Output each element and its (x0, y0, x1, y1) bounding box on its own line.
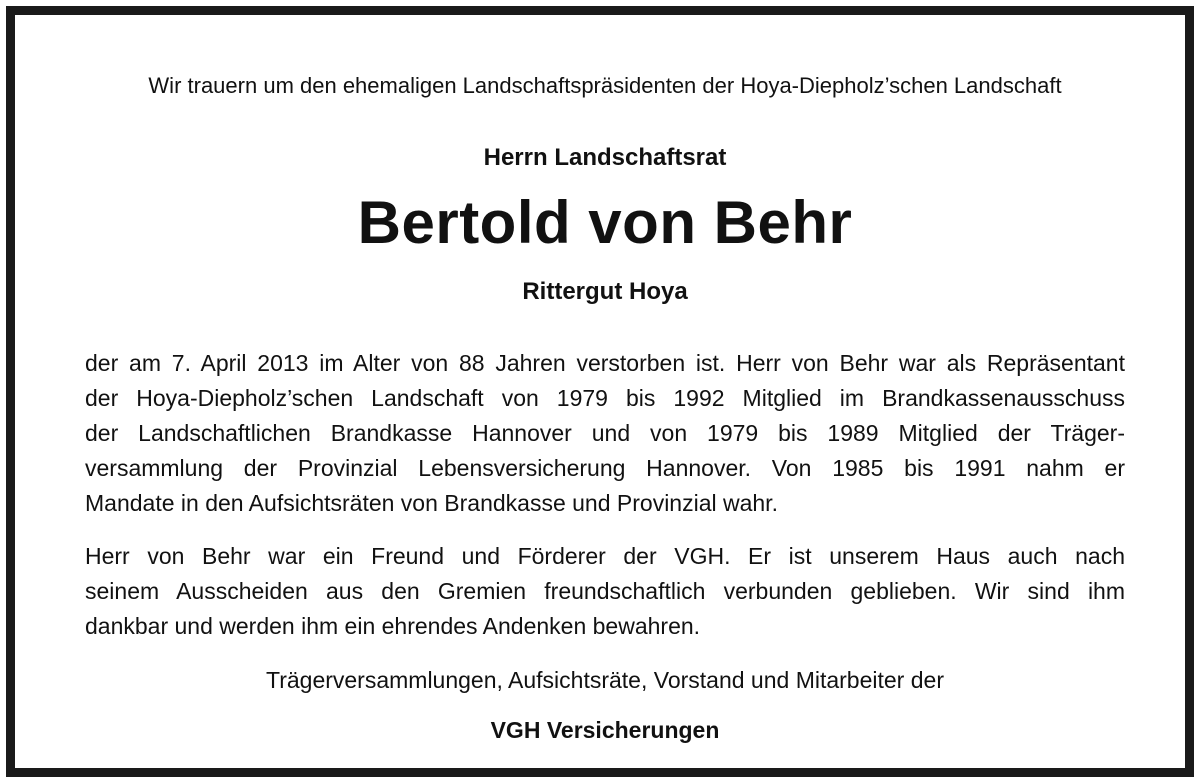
paragraph-line: der am 7. April 2013 im Alter von 88 Jahren verstorben ist. Herr von Behr war als Repräsentant (85, 350, 1125, 376)
company-name: VGH Versicherungen (490, 717, 720, 743)
obituary-frame (6, 6, 1194, 777)
estate-name: Rittergut Hoya (522, 278, 688, 305)
honorific-title: Herrn Landschaftsrat (483, 144, 727, 171)
paragraph-line: Herr von Behr war ein Freund und Förderer der VGH. Er ist unserem Haus auch nach (85, 543, 1125, 569)
deceased-name: Bertold von Behr (357, 189, 853, 256)
biography-paragraph (85, 346, 1125, 521)
paragraph-line: Mandate in den Aufsichtsräten von Brandkasse und Provinzial wahr. (85, 490, 778, 516)
signoff-line: Trägerversammlungen, Aufsichtsräte, Vorstand und Mitarbeiter der (266, 667, 944, 693)
paragraph-line: seinem Ausscheiden aus den Gremien freundschaftlich verbunden geblieben. Wir sind ihm (85, 578, 1125, 604)
paragraph-line: versammlung der Provinzial Lebensversicherung Hannover. Von 1985 bis 1991 nahm er (85, 455, 1125, 481)
tribute-paragraph (85, 539, 1125, 644)
paragraph-line: dankbar und werden ihm ein ehrendes Andenken bewahren. (85, 613, 701, 639)
paragraph-line: der Landschaftlichen Brandkasse Hannover und von 1979 bis 1989 Mitglied der Träger- (85, 420, 1125, 446)
intro-line: Wir trauern um den ehemaligen Landschaftspräsidenten der Hoya-Diepholz’schen Landschaft (148, 73, 1062, 98)
paragraph-line: der Hoya-Diepholz’schen Landschaft von 1979 bis 1992 Mitglied im Brandkassenausschuss (85, 385, 1125, 411)
